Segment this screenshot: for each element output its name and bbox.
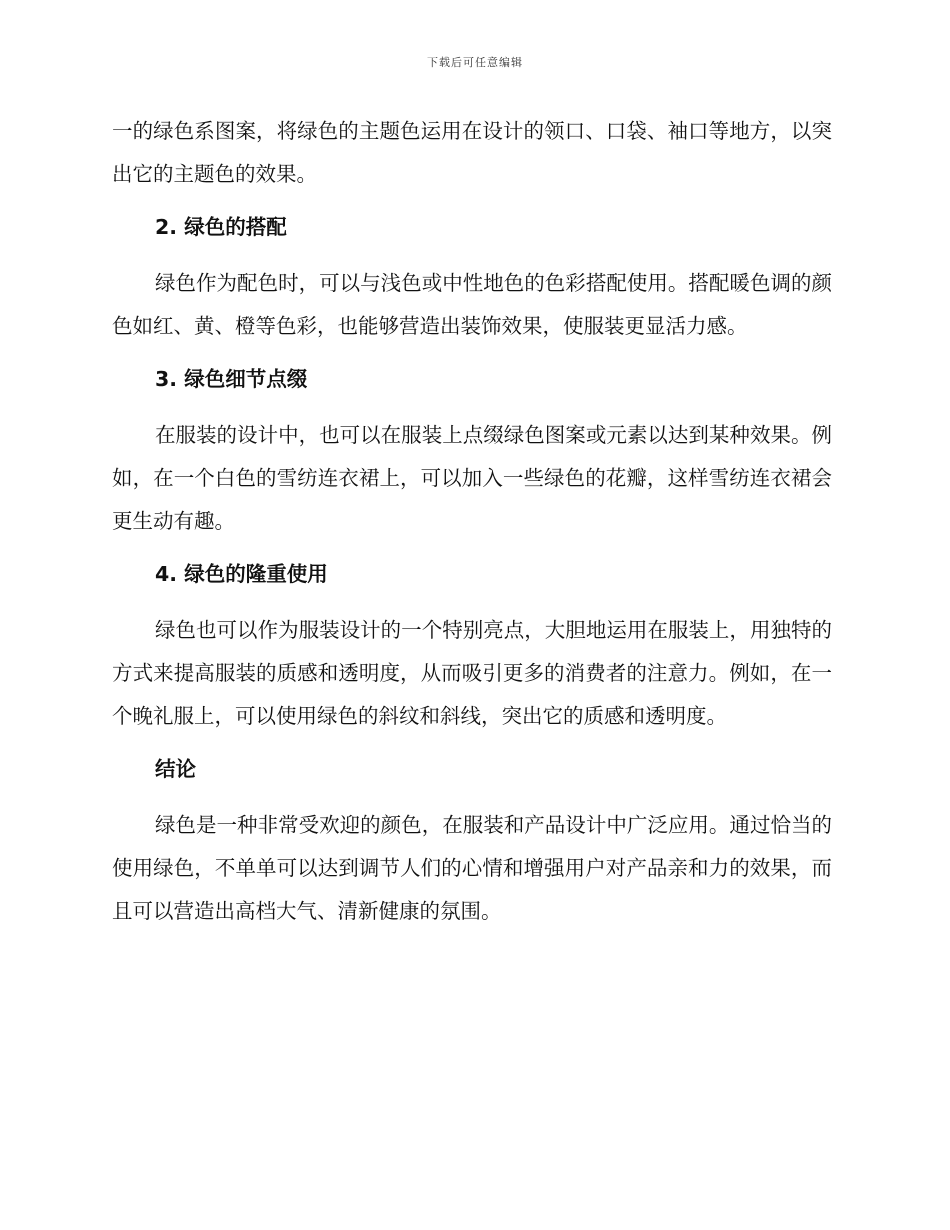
spacer: [112, 784, 832, 804]
spacer: [112, 738, 832, 754]
section-heading-green-details: 3. 绿色细节点缀: [155, 367, 308, 391]
document-body: [112, 110, 832, 933]
paragraph-green-details: 在服装的设计中，也可以在服装上点缀绿色图案或元素以达到某种效果。例如，在一个白色的雪纺连衣裙上，可以加入一些绿色的花瓣，这样雪纺连衣裙会更生动有趣。: [112, 423, 832, 533]
spacer: [112, 242, 832, 262]
spacer: [112, 348, 832, 364]
spacer: [112, 196, 832, 212]
paragraph-conclusion: 绿色是一种非常受欢迎的颜色，在服装和产品设计中广泛应用。通过恰当的使用绿色，不单单可以达到调节人们的心情和增强用户对产品亲和力的效果，而且可以营造出高档大气、清新健康的氛围。: [112, 813, 832, 923]
section-heading-conclusion: 结论: [155, 757, 196, 781]
section-heading-green-matching: 2. 绿色的搭配: [155, 215, 287, 239]
spacer: [112, 543, 832, 559]
spacer: [112, 589, 832, 609]
header-note: 下载后可任意编辑: [427, 56, 523, 69]
section-heading-green-grand-use: 4. 绿色的隆重使用: [155, 562, 328, 586]
paragraph-green-matching: 绿色作为配色时，可以与浅色或中性地色的色彩搭配使用。搭配暖色调的颜色如红、黄、橙等色彩，也能够营造出装饰效果，使服装更显活力感。: [112, 271, 832, 338]
paragraph-green-grand-use: 绿色也可以作为服装设计的一个特别亮点，大胆地运用在服装上，用独特的方式来提高服装的质感和透明度，从而吸引更多的消费者的注意力。例如，在一个晚礼服上，可以使用绿色的斜纹和斜线，突出它的质感和透明度。: [112, 618, 832, 728]
spacer: [112, 394, 832, 414]
paragraph-continued: 一的绿色系图案，将绿色的主题色运用在设计的领口、口袋、袖口等地方，以突出它的主题色的效果。: [112, 119, 832, 186]
